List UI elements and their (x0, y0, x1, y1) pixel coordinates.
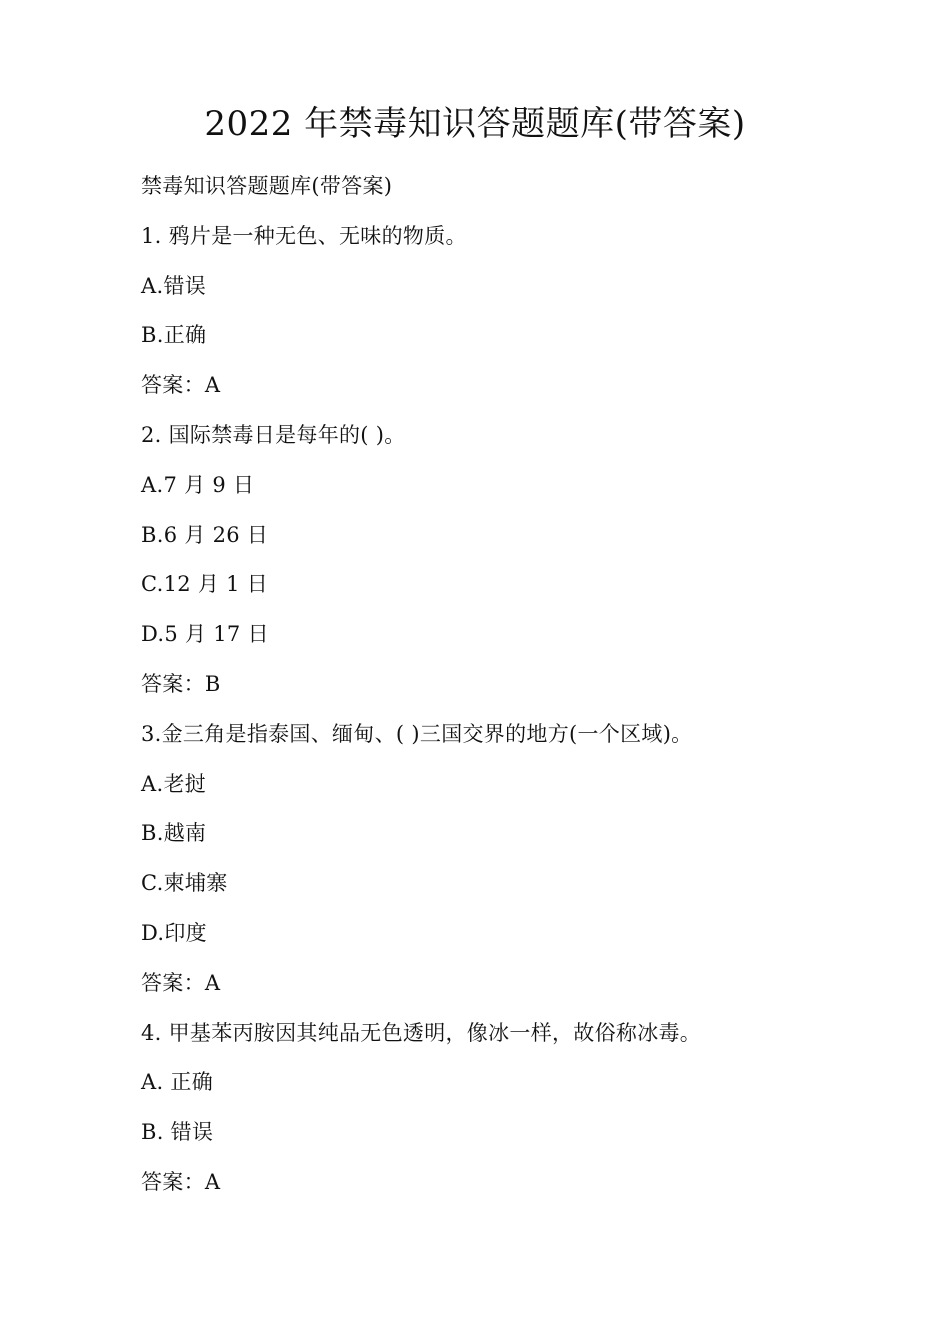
question-3-answer: 答案：A (141, 970, 221, 995)
question-2-answer: 答案：B (141, 671, 221, 696)
document-subtitle: 禁毒知识答题题库(带答案) (141, 174, 393, 198)
question-3-text: 3.金三角是指泰国、缅甸、( )三国交界的地方(一个区域)。 (141, 721, 693, 746)
document-body (141, 166, 921, 1212)
question-3-option-a: A.老挝 (141, 771, 207, 796)
question-2-option-b: B.6 月 26 日 (141, 522, 269, 547)
question-3-option-c: C.柬埔寨 (141, 871, 228, 896)
question-2-option-a: A.7 月 9 日 (141, 472, 255, 497)
question-1-option-b: B.正确 (141, 323, 207, 348)
question-4-text: 4. 甲基苯丙胺因其纯品无色透明，像冰一样，故俗称冰毒。 (141, 1020, 702, 1045)
question-4-option-a: A. 正确 (141, 1070, 214, 1095)
question-1-answer: 答案：A (141, 373, 221, 398)
question-2-option-d: D.5 月 17 日 (141, 622, 269, 647)
question-2-option-c: C.12 月 1 日 (141, 572, 269, 597)
question-3-option-b: B.越南 (141, 821, 207, 846)
question-3-option-d: D.印度 (141, 920, 207, 945)
document-title: 2022 年禁毒知识答题题库(带答案) (204, 104, 746, 144)
question-1-text: 1. 鸦片是一种无色、无味的物质。 (141, 223, 467, 248)
question-2-text: 2. 国际禁毒日是每年的( )。 (141, 422, 406, 447)
question-1-option-a: A.错误 (141, 273, 207, 298)
question-4-answer: 答案：A (141, 1169, 221, 1194)
question-4-option-b: B. 错误 (141, 1120, 214, 1145)
